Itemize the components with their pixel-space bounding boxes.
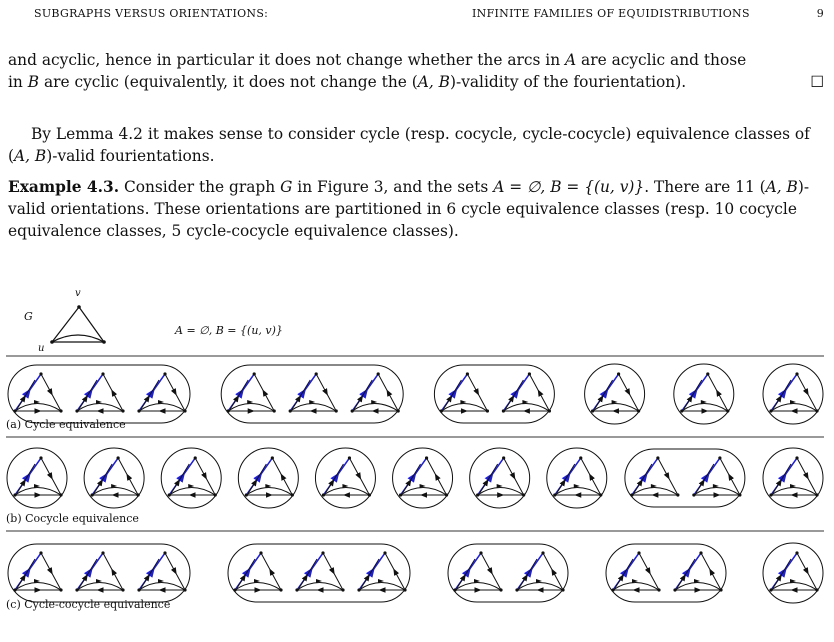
example-paragraph: Example 4.3. Consider the graph G in Figure 3, and the sets A = ∅, B = {(u, v)}. There are 11 (A, B)-valid orientations. These orientations are partitioned in 6 cycle equivalence classes (resp. 10 cocycle equivalence classes, 5 cycle-cocycle equivalence classes). — [8, 178, 810, 240]
qed-symbol: ☐ — [810, 73, 824, 91]
orientation-graph — [137, 372, 186, 412]
orientation-graph — [322, 456, 371, 496]
equivalence-class-outline — [8, 544, 190, 602]
equivalence-class-outline — [763, 448, 823, 508]
header-title-left: SUBGRAPHS VERSUS ORIENTATIONS: — [34, 7, 269, 20]
equivalence-class-outline — [470, 448, 530, 508]
orientation-graph — [769, 372, 818, 412]
orientation-graph — [553, 456, 602, 496]
paragraph-lemma: By Lemma 4.2 it makes sense to consider cycle (resp. cocycle, cycle-cocycle) equivalence classes of (A, B)-valid fourientations. — [8, 125, 810, 165]
equivalence-class-outline — [84, 448, 144, 508]
equivalence-class-outline — [221, 365, 403, 423]
orientation-graph — [168, 456, 217, 496]
page-number: 9 — [816, 7, 824, 20]
graph-label-g: G — [24, 310, 33, 323]
equivalence-class-outline — [238, 448, 298, 508]
example-title: Example 4.3. — [8, 178, 120, 196]
figure-drawing — [0, 280, 834, 642]
equivalence-class-outline — [8, 365, 190, 423]
orientation-graph — [502, 372, 551, 412]
paragraph-continuation: and acyclic, hence in particular it does not change whether the arcs in A are acyclic and those in B are cyclic (equivalently, it does not change the (A, B)-validity of the fourientation). ☐ — [8, 51, 824, 91]
equivalence-class-outline — [7, 448, 67, 508]
orientation-graph — [630, 456, 679, 496]
equivalence-class-outline — [585, 364, 645, 424]
equivalence-class-outline — [547, 448, 607, 508]
orientation-graph — [673, 551, 722, 591]
vertex-label-u: u — [38, 343, 45, 354]
orientation-graph — [591, 372, 640, 412]
caption-cycle-cocycle: (c) Cycle-cocycle equivalence — [6, 598, 171, 611]
orientation-graph — [769, 456, 818, 496]
orientation-graph — [611, 551, 660, 591]
equivalence-class-outline — [763, 543, 823, 603]
caption-cycle: (a) Cycle equivalence — [6, 418, 126, 431]
orientation-graph — [13, 456, 62, 496]
equivalence-class-outline — [228, 544, 410, 602]
orientation-graph — [680, 372, 729, 412]
orientation-graph — [515, 551, 564, 591]
equivalence-class-outline — [315, 448, 375, 508]
orientation-graph — [13, 372, 62, 412]
orientation-graph — [453, 551, 502, 591]
equivalence-class-outline — [674, 364, 734, 424]
row-cycle-cocycle-equivalence — [8, 543, 823, 603]
orientation-graph — [399, 456, 448, 496]
orientation-graph — [75, 372, 124, 412]
orientation-graph — [245, 456, 294, 496]
orientation-graph — [440, 372, 489, 412]
sets-label: A = ∅, B = {(u, v)} — [175, 324, 283, 337]
orientation-graph — [295, 551, 344, 591]
orientation-graph — [137, 551, 186, 591]
orientation-graph — [227, 372, 276, 412]
running-header — [34, 7, 824, 27]
row-cocycle-equivalence — [7, 448, 823, 508]
orientation-graph — [351, 372, 400, 412]
row-cycle-equivalence — [8, 364, 823, 424]
orientation-graph — [357, 551, 406, 591]
orientation-graph — [233, 551, 282, 591]
graph-g-drawing — [50, 305, 106, 344]
orientation-graph — [769, 551, 818, 591]
orientation-graph — [476, 456, 525, 496]
orientation-graph — [692, 456, 741, 496]
equivalence-class-outline — [161, 448, 221, 508]
figure-3 — [0, 280, 834, 642]
header-title-right: INFINITE FAMILIES OF EQUIDISTRIBUTIONS — [472, 7, 750, 20]
orientation-graph — [13, 551, 62, 591]
orientation-graph — [75, 551, 124, 591]
caption-cocycle: (b) Cocycle equivalence — [6, 512, 139, 525]
vertex-label-v: v — [75, 288, 81, 299]
orientation-graph — [91, 456, 140, 496]
equivalence-class-outline — [763, 364, 823, 424]
orientation-graph — [289, 372, 338, 412]
equivalence-class-outline — [393, 448, 453, 508]
